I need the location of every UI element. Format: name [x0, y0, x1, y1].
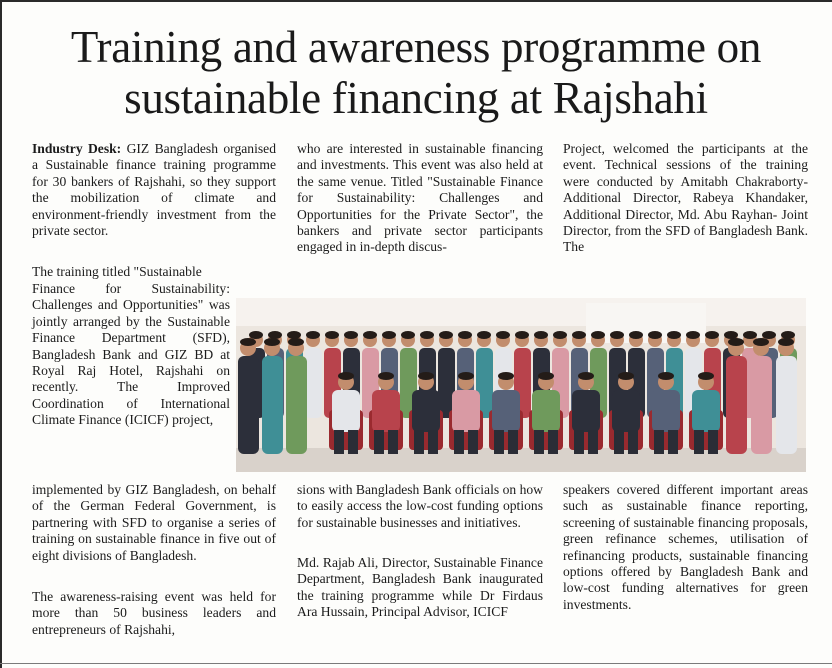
person-back-hair [572, 331, 586, 339]
person-back-hair [743, 331, 757, 339]
person-seated-leg [668, 430, 678, 454]
person-seated-leg [548, 430, 558, 454]
person-seated-body [372, 390, 400, 432]
col2-paragraph-1-top: who are interested in sustainable financing and investments. This event was also held at the same venue. Titled "Sustainable Finance for Sustainability: Challenges and Opportunities for the Private Sector", the bankers and private sector participants engaged in in-depth discus- [297, 141, 543, 255]
person-seated-leg [574, 430, 584, 454]
person-seated-leg [454, 430, 464, 454]
person-back-hair [762, 331, 776, 339]
col1-paragraph-1-text: GIZ Bangladesh organised a Sustainable finance training programme for 30 bankers of Rajshahi, so they support the mobilization of climate and environment-friendly investment from the private sector. [32, 141, 276, 239]
person-seated-hair [338, 372, 354, 380]
person-seated-body [692, 390, 720, 432]
person-front-body [751, 356, 772, 454]
person-seated-hair [658, 372, 674, 380]
top-rule [0, 0, 832, 2]
person-seated-hair [418, 372, 434, 380]
col1-paragraph-1 [32, 141, 276, 239]
person-back-hair [648, 331, 662, 339]
person-seated-leg [534, 430, 544, 454]
col3-paragraph-1-top: Project, welcomed the participants at the event. Technical sessions of the training were conducted by Amitabh Chakraborty- Additional Director, Rabeya Khandaker, Additional Director, Md. Abu Rayhan- Joint Director, from the SFD of Bangladesh Bank. The [563, 141, 808, 255]
person-back-hair [382, 331, 396, 339]
person-seated-hair [498, 372, 514, 380]
person-seated-hair [698, 372, 714, 380]
person-seated-leg [588, 430, 598, 454]
person-front-hair [288, 338, 304, 346]
headline: Training and awareness programme on sustainable financing at Rajshahi [70, 22, 762, 123]
person-front-hair [264, 338, 280, 346]
person-back-hair [686, 331, 700, 339]
person-seated-body [532, 390, 560, 432]
person-back-hair [629, 331, 643, 339]
person-seated-body [612, 390, 640, 432]
col1-paragraph-2-lead: The training titled "Sustainable [32, 264, 202, 279]
person-front-body [238, 356, 259, 454]
person-seated-body [492, 390, 520, 432]
person-back-hair [325, 331, 339, 339]
person-seated-hair [458, 372, 474, 380]
person-back-hair [363, 331, 377, 339]
col1-paragraph-2-wrap: Finance for Sustainability: Challenges and Opportunities" was jointly arranged by the Sustainable Finance Department (SFD), Bangladesh Bank and GIZ BD at Royal Raj Hotel, Rajshahi on recently. The Improved Coordination of International Climate Finance (ICICF) project, [32, 281, 230, 428]
person-back-hair [667, 331, 681, 339]
left-border [0, 0, 2, 668]
person-seated-leg [628, 430, 638, 454]
col2-paragraph-2: Md. Rajab Ali, Director, Sustainable Finance Department, Bangladesh Bank inaugurated the training programme while Dr Firdaus Ara Hussain, Principal Advisor, ICICF [297, 555, 543, 620]
person-front-hair [728, 338, 744, 346]
person-front-body [776, 356, 797, 454]
person-seated-hair [378, 372, 394, 380]
person-front-hair [778, 338, 794, 346]
person-back-hair [781, 331, 795, 339]
person-front-hair [753, 338, 769, 346]
person-seated-leg [508, 430, 518, 454]
person-front-body [726, 356, 747, 454]
bottom-rule [0, 663, 832, 664]
person-back-hair [306, 331, 320, 339]
person-back-hair [458, 331, 472, 339]
col2-paragraph-1-bottom: sions with Bangladesh Bank officials on how to easily access the low-cost funding options for sustainable businesses and initiatives. [297, 482, 543, 530]
person-seated-leg [348, 430, 358, 454]
person-seated-leg [494, 430, 504, 454]
person-seated-leg [374, 430, 384, 454]
person-seated-leg [708, 430, 718, 454]
person-back-hair [249, 331, 263, 339]
person-seated-leg [414, 430, 424, 454]
person-seated-body [332, 390, 360, 432]
person-seated-leg [334, 430, 344, 454]
col1-paragraph-3: implemented by GIZ Bangladesh, on behalf of the German Federal Government, is partnering with SFD to organise a series of training on sustainable finance in five out of eight divisions of Bangladesh. [32, 482, 276, 563]
person-back-hair [724, 331, 738, 339]
person-seated-leg [428, 430, 438, 454]
person-seated-body [412, 390, 440, 432]
group-photo [236, 298, 806, 472]
person-seated-leg [614, 430, 624, 454]
person-back-body [305, 348, 322, 418]
person-back-hair [553, 331, 567, 339]
person-front-body [262, 356, 283, 454]
person-back-hair [268, 331, 282, 339]
person-seated-hair [618, 372, 634, 380]
photo-floor [236, 448, 806, 472]
person-front-hair [240, 338, 256, 346]
person-back-hair [477, 331, 491, 339]
person-front-body [286, 356, 307, 454]
person-seated-body [652, 390, 680, 432]
person-seated-leg [654, 430, 664, 454]
group-photo-icon [236, 298, 806, 472]
person-back-hair [439, 331, 453, 339]
person-seated-leg [468, 430, 478, 454]
person-back-hair [344, 331, 358, 339]
person-back-hair [591, 331, 605, 339]
person-seated-leg [388, 430, 398, 454]
person-seated-hair [578, 372, 594, 380]
person-seated-body [452, 390, 480, 432]
person-back-hair [705, 331, 719, 339]
person-seated-hair [538, 372, 554, 380]
person-seated-leg [694, 430, 704, 454]
person-seated-body [572, 390, 600, 432]
person-back-hair [496, 331, 510, 339]
col1-paragraph-4: The awareness-raising event was held for more than 50 business leaders and entrepreneurs of Rajshahi, [32, 589, 276, 637]
person-back-hair [534, 331, 548, 339]
person-back-hair [287, 331, 301, 339]
photo-ceiling [236, 298, 806, 326]
person-back-hair [401, 331, 415, 339]
col3-paragraph-1-bottom: speakers covered different important areas such as sustainable finance reporting, screening of sustainable financing proposals, green refinance schemes, utilisation of refinancing products, sustainable financing options offered by Bangladesh Bank and low-cost funding alternatives for green investments. [563, 482, 808, 612]
person-back-hair [610, 331, 624, 339]
person-back-hair [515, 331, 529, 339]
dateline: Industry Desk: [32, 141, 122, 156]
person-back-hair [420, 331, 434, 339]
